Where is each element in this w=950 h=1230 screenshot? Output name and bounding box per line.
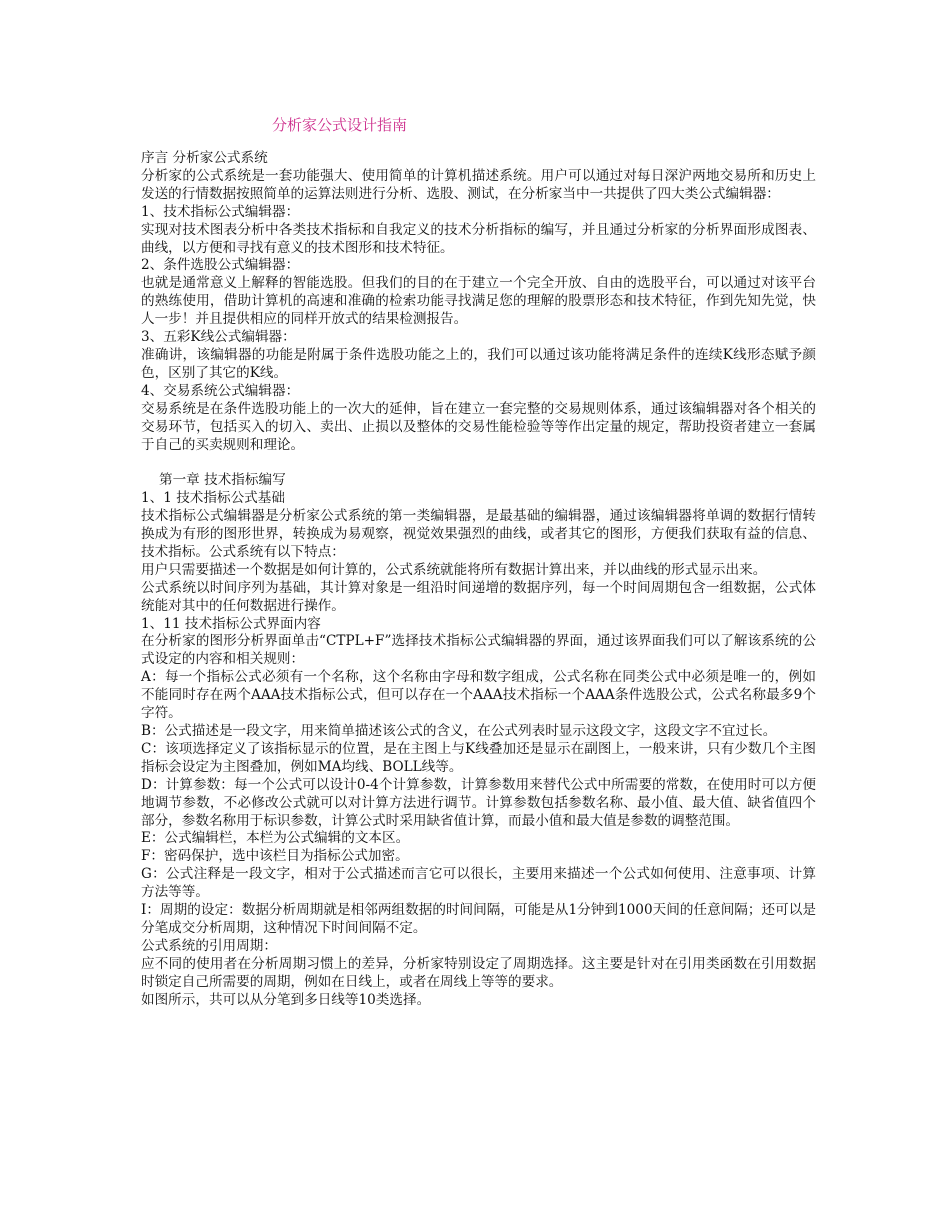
paragraph: 实现对技术图表分析中各类技术指标和自我定义的技术分析指标的编写，并且通过分析家的分析界面形成图表、曲线，以方便和寻找有意义的技术图形和技术特征。 — [141, 221, 816, 256]
paragraph: 公式系统以时间序列为基础，其计算对象是一组沿时间递增的数据序列，每一个时间周期包含一组数据，公式体统能对其中的任何数据进行操作。 — [141, 579, 816, 614]
list-item: E：公式编辑栏，本栏为公式编辑的文本区。 — [141, 830, 410, 847]
paragraph: 分析家的公式系统是一套功能强大、使用简单的计算机描述系统。用户可以通过对每日深沪两地交易所和历史上发送的行情数据按照简单的运算法则进行分析、选股、测试，在分析家当中一共提供了四大类公式编辑器： — [141, 167, 816, 202]
section-heading: 4、交易系统公式编辑器： — [141, 382, 300, 399]
chapter-heading: 第一章 技术指标编写 — [159, 472, 286, 489]
document-body — [141, 150, 816, 1009]
subsection-heading: 1、1 技术指标公式基础 — [141, 490, 285, 507]
paragraph: 准确讲，该编辑器的功能是附属于条件选股功能之上的，我们可以通过该功能将满足条件的连续K线形态赋予颜色，区别了其它的K线。 — [141, 346, 816, 381]
paragraph: 如图所示，共可以从分笔到多日线等10类选择。 — [141, 991, 431, 1008]
paragraph: 用户只需要描述一个数据是如何计算的，公式系统就能将所有数据计算出来，并以曲线的形式显示出来。 — [141, 561, 767, 578]
list-item: C：该项选择定义了该指标显示的位置，是在主图上与K线叠加还是显示在副图上，一般来讲，只有少数几个主图指标会设定为主图叠加，例如MA均线、BOLL线等。 — [141, 740, 816, 775]
paragraph: 交易系统是在条件选股功能上的一次大的延伸，旨在建立一套完整的交易规则体系，通过该编辑器对各个相关的交易环节，包括买入的切入、卖出、止损以及整体的交易性能检验等等作出定量的规定，帮助投资者建立一套属于自己的买卖规则和理论。 — [141, 400, 816, 453]
section-heading: 1、技术指标公式编辑器： — [141, 203, 300, 220]
paragraph: 应不同的使用者在分析周期习惯上的差异，分析家特别设定了周期选择。这主要是针对在引用类函数在引用数据时锁定自己所需要的周期，例如在日线上，或者在周线上等等的要求。 — [141, 955, 816, 990]
list-item: G：公式注释是一段文字，相对于公式描述而言它可以很长，主要用来描述一个公式如何使用、注意事项、计算方法等等。 — [141, 866, 816, 901]
list-item: I：周期的设定：数据分析周期就是相邻两组数据的时间间隔，可能是从1分钟到1000天间的任意间隔；还可以是分笔成交分析周期，这种情况下时间间隔不定。 — [141, 902, 816, 936]
preface-heading: 序言 分析家公式系统 — [141, 150, 268, 166]
list-item: B：公式描述是一段文字，用来简单描述该公式的含义，在公式列表时显示这段文字，这段文字不宜过长。 — [141, 722, 777, 739]
list-item: A：每一个指标公式必须有一个名称，这个名称由字母和数字组成，公式名称在同类公式中必须是唯一的，例如不能同时存在两个AAA技术指标公式，但可以存在一个AAA技术指标一个AAA条件选股公式，公式名称最多9个字符。 — [141, 669, 816, 722]
list-item: F：密码保护，选中该栏目为指标公式加密。 — [141, 848, 409, 865]
subsection-heading: 1、11 技术指标公式界面内容 — [141, 615, 321, 632]
paragraph: 公式系统的引用周期： — [141, 937, 277, 954]
section-heading: 2、条件选股公式编辑器： — [141, 257, 300, 274]
paragraph: 在分析家的图形分析界面单击“CTPL+F”选择技术指标公式编辑器的界面，通过该界面我们可以了解该系统的公式设定的内容和相关规则： — [141, 633, 816, 668]
paragraph: 也就是通常意义上解释的智能选股。但我们的目的在于建立一个完全开放、自由的选股平台，可以通过对该平台的熟练使用，借助计算机的高速和准确的检索功能寻找满足您的理解的股票形态和技术特征，作到先知先觉，快人一步！并且提供相应的同样开放式的结果检测报告。 — [141, 275, 816, 328]
section-heading: 3、五彩K线公式编辑器： — [141, 329, 296, 346]
paragraph: 技术指标公式编辑器是分析家公式系统的第一类编辑器，是最基础的编辑器，通过该编辑器将单调的数据行情转换成为有形的图形世界，转换成为易观察，视觉效果强烈的曲线，或者其它的图形，方便我们获取有益的信息、技术指标。公式系统有以下特点： — [141, 508, 816, 560]
document-title: 分析家公式设计指南 — [272, 116, 408, 134]
list-item: D：计算参数：每一个公式可以设计0-4个计算参数，计算参数用来替代公式中所需要的常数，在使用时可以方便地调节参数，不必修改公式就可以对计算方法进行调节。计算参数包括参数名称、最小值、最大值、缺省值四个部分，参数名称用于标识参数，计算公式时采用缺省值计算，而最小值和最大值是参数的调整范围。 — [141, 776, 816, 829]
